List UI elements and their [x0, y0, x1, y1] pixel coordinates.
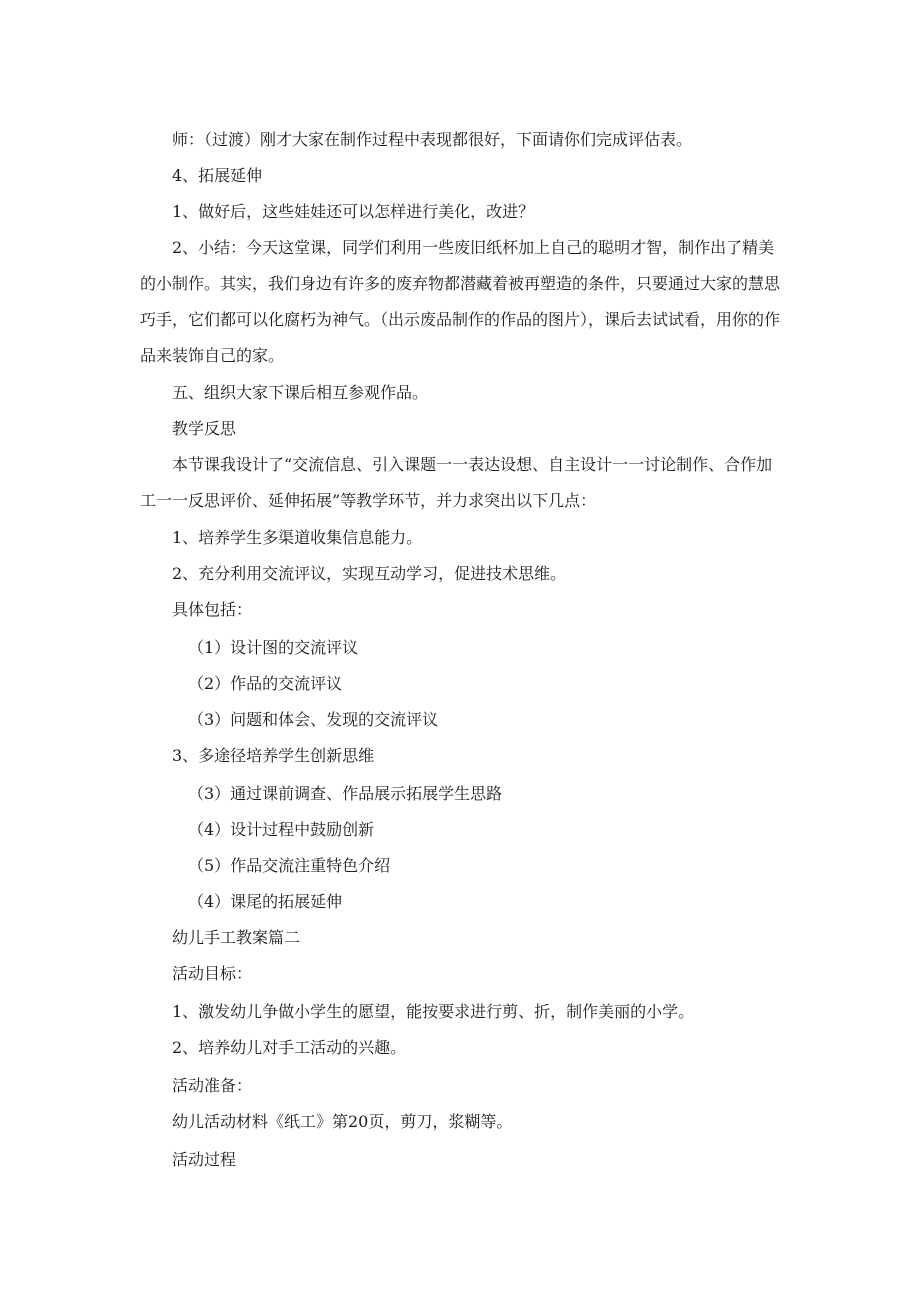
paragraph-5: 五、组织大家下课后相互参观作品。 [172, 383, 429, 402]
paragraph-16: （4）设计过程中鼓励创新 [188, 820, 375, 839]
paragraph-10: 具体包括： [172, 600, 253, 619]
paragraph-22: 2、培养幼儿对手工活动的兴趣。 [172, 1038, 407, 1057]
paragraph-25: 活动过程 [172, 1150, 237, 1169]
paragraph-1: 师：（过渡）刚才大家在制作过程中表现都很好，下面请你们完成评估表。 [172, 130, 693, 149]
paragraph-15: （3）通过课前调查、作品展示拓展学生思路 [188, 784, 503, 803]
paragraph-8: 1、培养学生多渠道收集信息能力。 [172, 528, 423, 547]
paragraph-11: （1）设计图的交流评议 [188, 638, 359, 657]
paragraph-21: 1、激发幼儿争做小学生的愿望，能按要求进行剪、折，制作美丽的小学。 [172, 1002, 695, 1021]
paragraph-7: 本节课我设计了“交流信息、引入课题一一表达设想、自主设计一一讨论制作、合作加工一一反思评价、延伸拓展”等教学环节，并力求突出以下几点： [140, 455, 773, 510]
paragraph-23: 活动准备： [172, 1076, 253, 1095]
paragraph-24: 幼儿活动材料《纸工》第20页，剪刀，浆糊等。 [172, 1112, 513, 1131]
paragraph-2: 4、拓展延伸 [172, 166, 263, 185]
paragraph-3: 1、做好后，这些娃娃还可以怎样进行美化，改进？ [172, 202, 535, 221]
paragraph-6: 教学反思 [172, 419, 237, 438]
paragraph-20: 活动目标： [172, 964, 253, 983]
paragraph-17: （5）作品交流注重特色介绍 [188, 856, 391, 875]
paragraph-13: （3）问题和体会、发现的交流评议 [188, 710, 439, 729]
paragraph-12: （2）作品的交流评议 [188, 674, 343, 693]
paragraph-4: 2、小结：今天这堂课，同学们利用一些废旧纸杯加上自己的聪明才智，制作出了精美的小制作。其实，我们身边有许多的废弃物都潜藏着被再塑造的条件，只要通过大家的慧思巧手，它们都可以化腐朽为神气。（出示废品制作的作品的图片），课后去试试看，用你的作品来装饰自己的家。 [140, 238, 781, 365]
paragraph-9: 2、充分利用交流评议，实现互动学习，促进技术思维。 [172, 564, 567, 583]
paragraph-14: 3、多途径培养学生创新思维 [172, 746, 375, 765]
paragraph-19: 幼儿手工教案篇二 [172, 928, 301, 947]
paragraph-18: （4）课尾的拓展延伸 [188, 892, 343, 911]
